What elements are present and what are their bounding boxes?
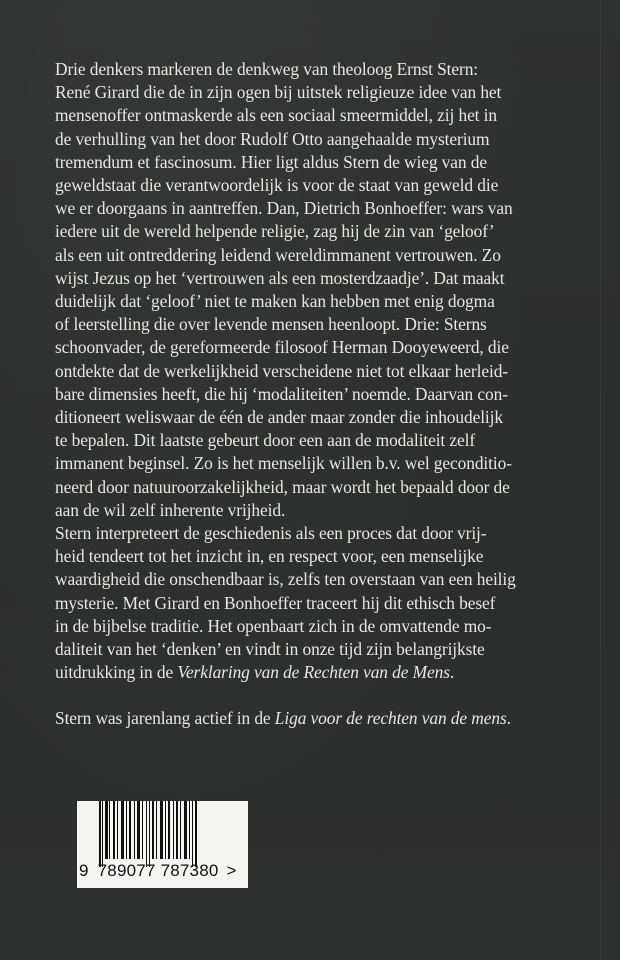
barcode-bar [195, 801, 197, 867]
barcode-lead-digit: 9 [79, 861, 89, 880]
text-line: mensenoffer ontmaskerde als een sociaal smeermiddel, zij het in [55, 105, 497, 126]
barcode-arrow: > [226, 861, 237, 880]
text-span: Stern was jarenlang actief in de [55, 708, 275, 729]
barcode-bar [176, 801, 178, 859]
paragraph-3 [55, 707, 615, 730]
text-line: duidelijk dat ‘geloof’ niet te maken kan hebben met enig dogma [55, 291, 495, 312]
text-line [55, 707, 615, 730]
blurb-text [55, 58, 615, 731]
text-span: . [506, 708, 511, 729]
text-line: schoonvader, de gereformeerde filosoof Herman Dooyeweerd, die [55, 337, 509, 358]
barcode-bar [168, 801, 170, 859]
text-line: René Girard die de in zijn ogen bij uitstek religieuze idee van het [55, 82, 502, 103]
text-line: aan de wil zelf inherente vrijheid. [55, 499, 286, 520]
barcode-bar [99, 801, 101, 867]
barcode-bar [109, 801, 110, 859]
paragraph-1 [55, 58, 615, 522]
barcode-bar [189, 801, 190, 859]
barcode-bar [105, 801, 108, 859]
text-line: als een uit ontreddering leidend wereldimmanent vertrouwen. Zo [55, 244, 501, 265]
text-line: ditioneert weliswaar de één de ander maar zonder die inhoudelijk [55, 407, 503, 428]
text-line [55, 661, 615, 684]
barcode-bar [117, 801, 118, 859]
text-line: te bepalen. Dit laatste gebeurt door een aan de modaliteit zelf [55, 430, 476, 451]
text-line: ontdekte dat de werkelijkheid verscheidene niet tot elkaar herleid- [55, 360, 508, 381]
barcode-bar [152, 801, 154, 859]
barcode-bar [129, 801, 131, 859]
text-line: immanent beginsel. Zo is het menselijk willen b.v. wel geconditio- [55, 453, 512, 474]
barcode-bar [173, 801, 174, 859]
paragraph-gap [55, 684, 615, 707]
barcode-bar [149, 801, 150, 867]
barcode-bar [137, 801, 140, 859]
barcode-bar [126, 801, 127, 859]
text-line: Drie denkers markeren de denkweg van theoloog Ernst Stern: [55, 59, 479, 79]
text-line: daliteit van het ‘denken’ en vindt in onze tijd zijn belangrijkste [55, 639, 485, 660]
barcode-bar [160, 801, 163, 859]
text-line: geweldstaat die verantwoordelijk is voor de staat van geweld die [55, 175, 499, 196]
barcode-group-1: 789077 [97, 861, 156, 880]
text-line: heid tendeert tot het inzicht in, en respect voor, een menselijke [55, 546, 484, 567]
barcode-bar [192, 801, 193, 867]
text-line: iedere uit de wereld helpende religie, zag hij de zin van ‘geloof’ [55, 221, 495, 242]
barcode-bars [99, 801, 235, 867]
text-line: we er doorgaans in aantreffen. Dan, Dietrich Bonhoeffer: wars van [55, 198, 513, 219]
barcode-bar [180, 801, 181, 859]
barcode-group-2: 787380 [160, 861, 219, 880]
text-line: wijst Jezus op het ‘vertrouwen als een mosterdzaadje’. Dat maakt [55, 267, 505, 288]
barcode-bar [134, 801, 135, 859]
barcode-bar [121, 801, 124, 859]
barcode-bar [184, 801, 187, 859]
text-line: neerd door natuuroorzakelijkheid, maar wordt het bepaald door de [55, 476, 510, 497]
text-line: in de bijbelse traditie. Het openbaart zich in de omvattende mo- [55, 615, 492, 636]
text-line: Stern interpreteert de geschiedenis als een proces dat door vrij- [55, 523, 487, 544]
barcode-digits [79, 861, 247, 881]
text-line: bare dimensies heeft, die hij ‘modaliteiten’ noemde. Daarvan con- [55, 383, 508, 404]
barcode-bar [156, 801, 157, 859]
paragraph-2 [55, 522, 615, 684]
barcode-bar [165, 801, 166, 859]
text-span: . [449, 662, 455, 683]
declaration-title: Verklaring van de Rechten van de Mens [177, 662, 450, 683]
barcode-bar [142, 801, 143, 859]
text-line: mysterie. Met Girard en Bonhoeffer traceert hij dit ethisch besef [55, 592, 496, 613]
text-line: waardigheid die onschendbaar is, zelfs ten overstaan van een heilig [55, 569, 516, 590]
barcode-bar [113, 801, 115, 859]
league-name: Liga voor de rechten van de mens [274, 708, 507, 729]
text-line: tremendum et fascinosum. Hier ligt aldus Stern de wieg van de [55, 151, 487, 172]
text-span: uitdrukking in de [55, 662, 178, 683]
text-line: de verhulling van het door Rudolf Otto aangehaalde mysterium [55, 128, 490, 149]
isbn-barcode [77, 801, 248, 888]
text-line: of leerstelling die over levende mensen heenloopt. Drie: Sterns [55, 314, 487, 335]
barcode-bar [102, 801, 103, 867]
barcode-bar [146, 801, 147, 867]
